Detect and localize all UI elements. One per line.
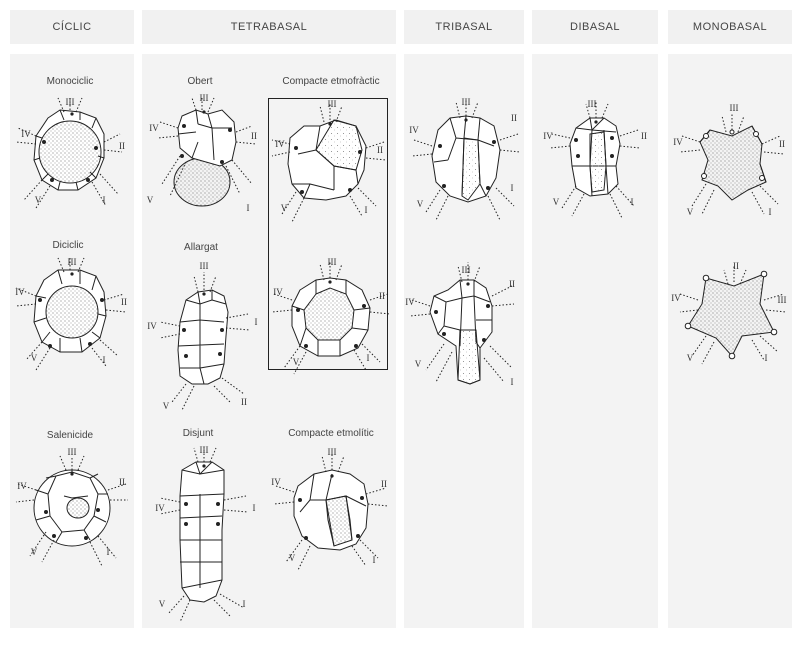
label-iii: III [199, 445, 209, 455]
label-iii: III [327, 99, 337, 109]
label-iii: III [461, 97, 471, 107]
header-dibasal: DIBASAL [532, 10, 658, 44]
label-iv: IV [271, 477, 281, 487]
label-ii: II [381, 479, 387, 489]
label-iv: IV [273, 287, 283, 297]
caption-disjunt: Disjunt [182, 428, 214, 439]
compacte-etmofractic-disc-1 [272, 104, 386, 222]
label-i: I [252, 503, 256, 513]
label-ii: II [119, 141, 125, 151]
label-iv: IV [21, 129, 31, 139]
caption-salenicide: Salenicide [46, 430, 94, 441]
label-v: V [686, 353, 694, 363]
tribasal-disc-2 [410, 262, 514, 384]
label-v: V [146, 195, 154, 205]
label-iii: III [199, 261, 209, 271]
label-v: V [686, 207, 694, 217]
caption-compacte-etmolitic: Compacte etmolític [288, 428, 374, 439]
label-ii: II [509, 279, 515, 289]
label-iii: III [461, 265, 471, 275]
label-v: V [414, 359, 422, 369]
label-iv: IV [543, 131, 553, 141]
label-iii: III [327, 257, 337, 267]
label-v: V [416, 199, 424, 209]
label-ii: II [641, 131, 647, 141]
header-tetrabasal: TETRABASAL [142, 10, 396, 44]
label-iii: III [587, 99, 597, 109]
label-i: I [630, 197, 634, 207]
label-i: I [764, 353, 768, 363]
label-iv: IV [275, 139, 285, 149]
label-v: V [30, 353, 38, 363]
label-iv: IV [405, 297, 415, 307]
label-ii: II [779, 139, 785, 149]
label-iv: IV [149, 123, 159, 133]
caption-diciclic: Diciclic [52, 240, 84, 251]
label-iii: III [729, 103, 739, 113]
label-iv: IV [671, 293, 681, 303]
caption-compacte-etmofractic: Compacte etmofràctic [282, 76, 380, 87]
label-iv: IV [155, 503, 165, 513]
header-monobasal: MONOBASAL [668, 10, 792, 44]
label-iii: III [327, 447, 337, 457]
label-i: I [768, 207, 772, 217]
label-ii: II [379, 291, 385, 301]
label-ii: II [733, 261, 739, 271]
label-i: I [246, 203, 250, 213]
label-v: V [162, 401, 170, 411]
label-i: I [372, 555, 376, 565]
label-ii: II [251, 131, 257, 141]
label-ii: II [119, 477, 125, 487]
label-i: I [510, 183, 514, 193]
label-iii: III [67, 257, 77, 267]
label-iii: III [67, 447, 77, 457]
label-iv: IV [147, 321, 157, 331]
label-v: V [30, 547, 38, 557]
label-v: V [552, 197, 560, 207]
label-i: I [364, 205, 368, 215]
disjunt-disc [160, 446, 248, 622]
header-tribasal: TRIBASAL [404, 10, 524, 44]
monociclic-disc [16, 96, 122, 208]
obert-disc [158, 96, 256, 206]
label-iii: III [65, 97, 75, 107]
label-ii: II [377, 145, 383, 155]
label-i: I [254, 317, 258, 327]
label-v: V [34, 195, 42, 205]
monobasal-disc-2 [680, 266, 786, 364]
dibasal-disc [550, 102, 640, 218]
label-i: I [102, 355, 106, 365]
label-v: V [288, 553, 296, 563]
caption-allargat: Allargat [184, 242, 218, 253]
label-i: I [510, 377, 514, 387]
label-i: I [366, 353, 370, 363]
caption-monociclic: Monociclic [46, 76, 94, 87]
label-v: V [280, 203, 288, 213]
label-i: I [102, 195, 106, 205]
label-iv: IV [15, 287, 25, 297]
label-iv: IV [673, 137, 683, 147]
monobasal-disc-1 [680, 114, 784, 214]
label-i: I [242, 599, 246, 609]
allargat-disc [160, 272, 250, 410]
label-iv: IV [409, 125, 419, 135]
header-ciclic: CÍCLIC [10, 10, 134, 44]
label-ii: II [121, 297, 127, 307]
label-ii: II [511, 113, 517, 123]
caption-obert: Obert [187, 76, 213, 87]
label-v: V [158, 599, 166, 609]
compacte-etmofractic-disc-2 [272, 262, 390, 374]
label-iii: III [777, 295, 787, 305]
label-iv: IV [17, 481, 27, 491]
tribasal-disc-1 [412, 100, 520, 220]
label-i: I [106, 547, 110, 557]
label-iii: III [199, 93, 209, 103]
label-ii: II [241, 397, 247, 407]
label-v: V [292, 357, 300, 367]
